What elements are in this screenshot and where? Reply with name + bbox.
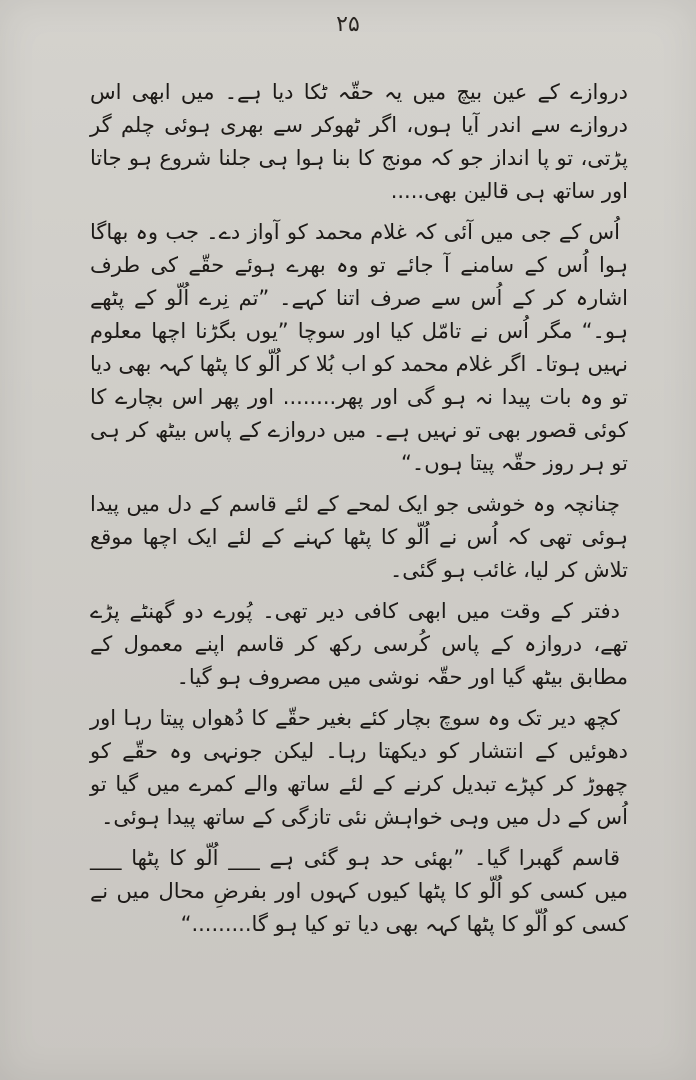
paragraph: چنانچہ وہ خوشی جو ایک لمحے کے لئے قاسم کے دل میں پیدا ہوئی تھی کہ اُس نے اُلّو کا پٹھا کہنے کے لئے ایک اچھا موقع تلاش کر لیا، غائب ہو گئی۔ — [90, 492, 628, 582]
paragraph: دروازے کے عین بیچ میں یہ حقّہ ٹکا دیا ہے۔ میں ابھی اس دروازے سے اندر آیا ہوں، اگر ٹھوکر سے بھری ہوئی چلم گر پڑتی، تو پا انداز جو کہ مونج کا بنا ہوا ہی جلنا شروع ہو جاتا اور ساتھ ہی قالین بھی..... — [90, 80, 628, 203]
paragraph: اُس کے جی میں آئی کہ غلام محمد کو آواز دے۔ جب وہ بھاگا ہوا اُس کے سامنے آ جائے تو وہ بھرے ہوئے حقّے کی طرف اشارہ کر کے اُس سے صرف اتنا کہے۔ ”تم نِرے اُلّو کے پٹھے ہو۔“ مگر اُس نے تامّل کیا اور سوچا ”یوں بگڑنا اچھا معلوم نہیں ہوتا۔ اگر غلام محمد کو اب بُلا کر اُلّو کا پٹھا کہہ بھی دیا تو وہ بات پیدا نہ ہو گی اور پھر........ اور پھر اس بچارے کا کوئی قصور بھی تو نہیں ہے۔ میں دروازے کے پاس بیٹھ کر ہی تو ہر روز حقّہ پیتا ہوں۔“ — [90, 220, 628, 475]
page-number: ۲۵ — [336, 12, 360, 37]
paragraph: کچھ دیر تک وہ سوچ بچار کئے بغیر حقّے کا دُھواں پیتا رہا اور دھوئیں کے انتشار کو دیکھتا رہا۔ لیکن جونہی وہ حقّے کو چھوڑ کر کپڑے تبدیل کرنے کے لئے ساتھ والے کمرے میں گیا تو اُس کے دل میں وہی خواہش نئی تازگی کے ساتھ پیدا ہوئی۔ — [90, 706, 628, 829]
urdu-text-body — [90, 76, 628, 949]
paragraph: قاسم گھبرا گیا۔ ”بھئی حد ہو گئی ہے ___ اُلّو کا پٹھا ___ میں کسی کو اُلّو کا پٹھا کیوں کہوں اور بفرضِ محال میں نے کسی کو اُلّو کا پٹھا کہہ بھی دیا تو کیا ہو گا.........“ — [90, 846, 628, 936]
paragraph: دفتر کے وقت میں ابھی کافی دیر تھی۔ پُورے دو گھنٹے پڑے تھے، دروازہ کے پاس کُرسی رکھ کر قاسم اپنے معمول کے مطابق بیٹھ گیا اور حقّہ نوشی میں مصروف ہو گیا۔ — [90, 599, 628, 689]
